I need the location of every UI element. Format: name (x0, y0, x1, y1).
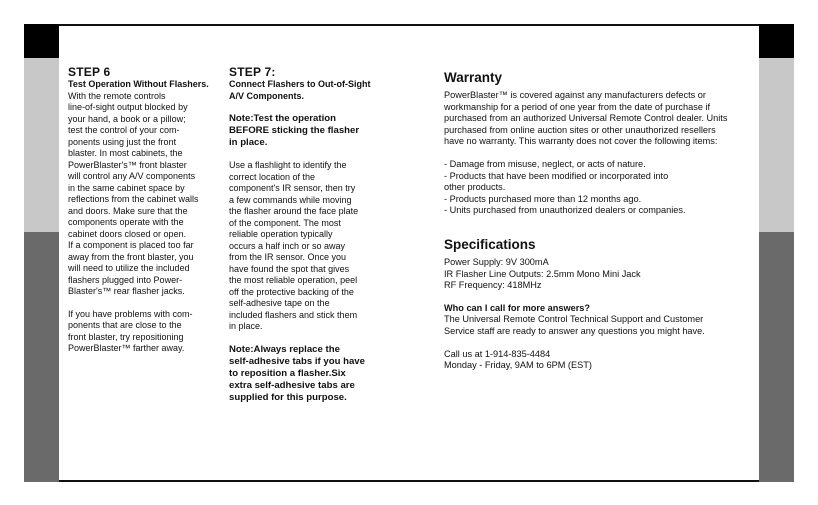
step7-note-2: Note:Always replace the self-adhesive tabs if you have to reposition a flasher.Six extra self-adhesive tabs are supplied for this purpose. (229, 343, 365, 403)
step7-note-1: Note:Test the operation BEFORE sticking the flasher in place. (229, 113, 360, 148)
step7-title: STEP 7: (229, 65, 276, 79)
right-tab-top (759, 24, 794, 58)
left-tab-top (24, 24, 59, 58)
step6-column (68, 66, 213, 355)
step7-subtitle: Connect Flashers to Out-of-Sight A/V Components. (229, 79, 371, 101)
warranty-text: PowerBlaster™ is covered against any manufacturers defects or workmanship for a period of one year from the date of purchase if purchased from an authorized Universal Remote Control dealer. Units purchased from online auction sites or other unauthorized resellers have no warranty. This warranty does not cover the following items: (444, 90, 728, 147)
left-tab-bottom (24, 232, 59, 482)
warranty-specs-column (444, 70, 744, 372)
right-tab-middle (759, 58, 794, 232)
step6-title: STEP 6 (68, 65, 111, 79)
step7-paragraph: Use a flashlight to identify the correct location of the component's IR sensor, then try a few commands while moving the flasher around the face plate of the component. The most reliable operation typically occurs a half inch or so away from the IR sensor. Once you have found the spot that gives the most reliable operation, peel off the protective backing of the self-adhesive tape on the included flashers and stick them in place. (229, 160, 359, 331)
spec-rf-frequency: RF Frequency: 418MHz (444, 280, 542, 291)
warranty-heading: Warranty (444, 70, 503, 85)
contact-phone: Call us at 1-914-835-4484 (444, 348, 551, 359)
step6-subtitle: Test Operation Without Flashers. (68, 79, 209, 89)
specifications-heading: Specifications (444, 236, 536, 252)
contact-question: Who can I call for more answers? (444, 302, 591, 313)
list-item: - Products that have been modified or incorporated into other products. (444, 170, 669, 193)
warranty-exclusions-list (444, 159, 744, 217)
step7-column (229, 66, 377, 404)
right-tab-bottom (759, 232, 794, 482)
left-tab-middle (24, 58, 59, 232)
contact-hours: Monday - Friday, 9AM to 6PM (EST) (444, 360, 592, 371)
list-item: - Products purchased more than 12 months ago. (444, 193, 642, 204)
spec-power-supply: Power Supply: 9V 300mA (444, 256, 549, 267)
spec-ir-flasher-outputs: IR Flasher Line Outputs: 2.5mm Mono Mini Jack (444, 268, 641, 279)
contact-answer: The Universal Remote Control Technical Support and Customer Service staff are ready to answer any questions you might have. (444, 314, 705, 336)
step6-paragraph-2: If you have problems with com- ponents that are close to the front blaster, try repositioning PowerBlaster™ farther away. (68, 308, 193, 353)
step6-paragraph-1: With the remote controls line-of-sight output blocked by your hand, a book or a pillow; test the control of your com- ponents using just the front blaster. In most cabinets, the PowerBlaster's™ front blaster will control any A/V components in the same cabinet space by reflections from the cabinet walls and doors. Make sure that the components operate with the cabinet doors closed or open. If a component is placed too far away from the front blaster, you will need to utilize the included flashers plugged into Power- Blaster's™ rear flasher jacks. (68, 90, 199, 296)
list-item: - Damage from misuse, neglect, or acts of nature. (444, 158, 646, 169)
list-item: - Units purchased from unauthorized dealers or companies. (444, 205, 686, 216)
